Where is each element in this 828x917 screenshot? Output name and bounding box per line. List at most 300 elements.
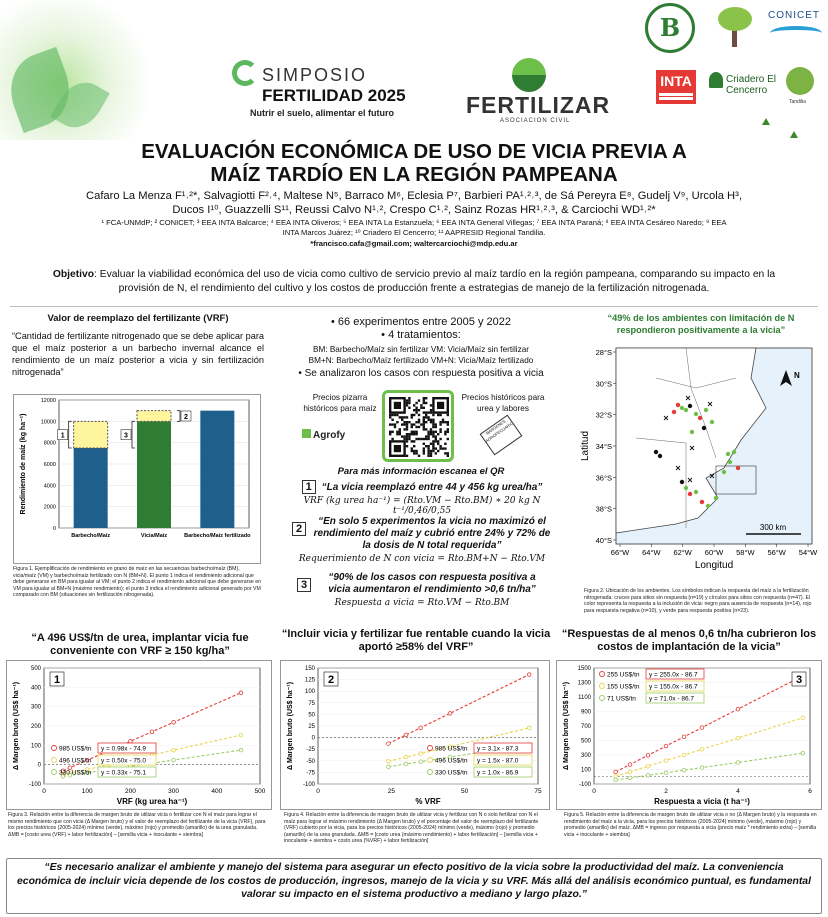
data-point — [736, 707, 740, 711]
x-tick-label: 500 — [254, 788, 266, 795]
y-tick-label: 500 — [30, 666, 41, 672]
yield-bar-chart — [13, 394, 261, 564]
data-point — [239, 691, 243, 695]
qr-module — [411, 450, 413, 452]
qr-module — [435, 452, 437, 454]
qr-module — [447, 452, 449, 454]
prices-maize: Precios pizarra históricos para maíz — [303, 393, 377, 413]
data-point — [646, 764, 650, 768]
x-tick-label: 0 — [316, 788, 320, 795]
tandilia-logo-icon — [786, 67, 814, 95]
qr-module — [425, 411, 427, 413]
data-point — [172, 721, 176, 725]
data-point — [419, 760, 423, 764]
qr-module — [439, 423, 441, 425]
qr-module — [430, 433, 432, 435]
qr-module — [439, 438, 441, 440]
data-point — [527, 726, 531, 730]
qr-module — [413, 452, 415, 454]
qr-module — [403, 416, 405, 418]
qr-module — [430, 404, 432, 406]
fertilizar-name: FERTILIZAR — [466, 92, 611, 118]
qr-module — [396, 431, 398, 433]
qr-module — [408, 407, 410, 409]
qr-module — [408, 402, 410, 404]
finding1-formula: VRF (kg urea ha⁻¹) = (Rto.VM − Rto.BM) ∗ 20 kg N t⁻¹/0,46/0,55 — [303, 496, 541, 516]
simposio-swoosh-icon — [232, 60, 258, 86]
site-marker — [688, 492, 692, 496]
finding1-text: “La vicia reemplazó entre 44 y 456 kg urea/ha” — [321, 481, 543, 493]
data-point — [239, 748, 243, 752]
qr-module — [427, 452, 429, 454]
qr-module — [442, 447, 444, 449]
data-point — [664, 744, 668, 748]
x-tick-label: 100 — [81, 788, 93, 795]
legend-label: 985 US$/tn — [59, 745, 92, 753]
qr-module — [437, 414, 439, 416]
y-tick-label: 12000 — [40, 398, 56, 404]
equation-label: y = 71.0x - 86.7 — [649, 695, 694, 703]
data-point — [404, 733, 408, 737]
header — [0, 0, 828, 140]
y-tick-label: 6000 — [43, 462, 56, 468]
legend-label: 985 US$/tn — [435, 745, 468, 753]
qr-module — [437, 433, 439, 435]
y-tick-label: -100 — [578, 782, 591, 788]
x-axis-label: % VRF — [415, 797, 441, 806]
site-marker — [732, 450, 736, 454]
x-tick-label: Barbecho/Maíz — [71, 533, 111, 539]
qr-module — [444, 452, 446, 454]
qr-module — [439, 445, 441, 447]
y-tick-label: 8000 — [43, 440, 56, 447]
qr-module — [435, 435, 437, 437]
y-axis-label: Rendimiento de maíz (kg ha⁻¹) — [20, 413, 27, 515]
qr-module — [411, 433, 413, 435]
qr-module — [420, 438, 422, 440]
qr-module — [432, 433, 434, 435]
qr-module — [408, 397, 410, 399]
qr-module — [435, 438, 437, 440]
qr-module — [430, 452, 432, 454]
title-block — [0, 140, 828, 264]
qr-finder — [437, 402, 444, 409]
y-tick-label: 1100 — [578, 695, 591, 701]
lat-tick-label: 38°S — [595, 504, 612, 514]
qr-module — [406, 445, 408, 447]
lat-tick-label: 36°S — [595, 473, 612, 483]
qr-module — [447, 421, 449, 423]
panel-number: 2 — [327, 674, 335, 686]
data-point — [172, 748, 176, 752]
qr-module — [447, 431, 449, 433]
x-tick-label: Barbecho/Maíz fertilizado — [184, 533, 251, 539]
legend-marker — [428, 758, 433, 763]
site-marker — [694, 412, 698, 416]
qr-module — [423, 419, 425, 421]
finding3-number: 3 — [297, 578, 311, 592]
agrofy-icon — [302, 429, 311, 438]
qr-module — [432, 450, 434, 452]
qr-module — [430, 419, 432, 421]
finding-2 — [274, 516, 570, 564]
x-tick-label: 4 — [736, 788, 740, 795]
margin-chart-2 — [280, 660, 550, 810]
qr-module — [406, 402, 408, 404]
x-tick-label: 300 — [168, 788, 180, 795]
qr-finder — [394, 445, 401, 452]
qr-text: Para más información escanea el QR — [337, 466, 505, 477]
qr-module — [432, 440, 434, 442]
qr-module — [406, 421, 408, 423]
equation-label: y = 1.5x - 87.0 — [477, 757, 519, 765]
qr-module — [413, 433, 415, 435]
qr-module — [435, 447, 437, 449]
qr-module — [427, 435, 429, 437]
site-marker — [688, 404, 692, 408]
site-marker — [654, 450, 658, 454]
y-tick-label: 4000 — [43, 483, 56, 490]
qr-module — [418, 414, 420, 416]
qr-module — [406, 435, 408, 437]
qr-module — [425, 416, 427, 418]
site-marker — [728, 460, 732, 464]
qr-module — [408, 421, 410, 423]
y-tick-label: 300 — [30, 704, 41, 711]
prices-urea: Precios históricos para urea y labores — [461, 393, 545, 413]
qr-module — [411, 423, 413, 425]
data-point — [664, 759, 668, 763]
qr-module — [406, 404, 408, 406]
site-marker — [690, 430, 694, 434]
legend-marker — [428, 770, 433, 775]
qr-module — [391, 431, 393, 433]
data-point — [682, 753, 686, 757]
qr-module — [425, 402, 427, 404]
triangle-icon — [790, 131, 798, 138]
legend-label: 155 US$/tn — [607, 683, 640, 691]
qr-module — [439, 447, 441, 449]
qr-module — [430, 409, 432, 411]
margin-chart-1 — [6, 660, 272, 810]
qr-module — [427, 419, 429, 421]
north-label: N — [794, 371, 800, 380]
qr-module — [408, 435, 410, 437]
x-tick-label: 50 — [461, 788, 469, 795]
conicet-wave-icon — [770, 26, 822, 40]
qr-module — [435, 431, 437, 433]
y-tick-label: 0 — [311, 735, 315, 742]
qr-module — [411, 426, 413, 428]
qr-module — [432, 414, 434, 416]
affiliations-line2: INTA Marcos Juárez; ¹⁰ Criadero El Cencerro; ¹¹ AAPRESID Regional Tandilia. — [282, 228, 546, 237]
site-marker — [700, 500, 704, 504]
qr-module — [435, 423, 437, 425]
qr-module — [420, 407, 422, 409]
qr-module — [411, 440, 413, 442]
data-point — [736, 761, 740, 765]
qr-code[interactable] — [382, 390, 454, 462]
y-tick-label: 300 — [580, 753, 591, 759]
right-panel — [580, 312, 822, 632]
site-marker — [714, 496, 718, 500]
legend-label: 71 US$/tn — [607, 695, 636, 703]
qr-module — [418, 438, 420, 440]
legend-label: 330 US$/tn — [59, 769, 92, 777]
qr-module — [447, 455, 449, 457]
data-point — [646, 754, 650, 758]
qr-module — [427, 433, 429, 435]
qr-module — [415, 409, 417, 411]
map-ylabel: Latitud — [580, 430, 591, 462]
qr-module — [399, 428, 401, 430]
qr-module — [418, 426, 420, 428]
qr-module — [435, 426, 437, 428]
qr-module — [401, 435, 403, 437]
qr-module — [432, 443, 434, 445]
data-point — [129, 739, 133, 743]
qr-module — [432, 445, 434, 447]
qr-module — [394, 414, 396, 416]
bullet-positive: • Se analizaron los casos con respuesta positiva a vicia — [298, 368, 544, 379]
divider — [10, 306, 818, 307]
margenes-logo — [480, 415, 523, 456]
balcarce-logo — [645, 3, 695, 53]
data-point — [239, 733, 243, 737]
conclusion: “Es necesario analizar el ambiente y manejo del sistema para asegurar un efecto positivo de la vicia sobre la productividad del maíz. La conveniencia económica de incluir vicia depende de los costos de producción, ingresos, manejo de la vicia y su VRF. Más allá del análisis económico puntual, es fundamental valorar su impacto en el sistema productivo a mediano y largo plazo.” — [17, 862, 811, 900]
qr-module — [394, 426, 396, 428]
objective-text: : Evaluar la viabilidad económica del uso de vicia como cultivo de servicio previo al maíz tardío en la región pampeana, comparando su impacto en la provisión de N, el rendimiento del cultivo y los costos de producción frente a estrategias de manejo de la fertilización nitrogenada. — [94, 269, 776, 294]
qr-module — [423, 452, 425, 454]
chart1-title: “A 496 US$/tn de urea, implantar vicia fue conveniente con VRF ≥ 150 kg/ha” — [31, 632, 249, 657]
qr-module — [427, 416, 429, 418]
qr-module — [418, 455, 420, 457]
x-tick-label: Vicia/Maíz — [140, 533, 168, 539]
y-tick-label: 200 — [30, 724, 41, 730]
qr-module — [423, 421, 425, 423]
data-point — [172, 758, 176, 762]
qr-module — [406, 438, 408, 440]
qr-module — [389, 431, 391, 433]
data-point — [628, 776, 632, 780]
chart2-title: “Incluir vicia y fertilizar fue rentable cuando la vicia aportó ≥58% del VRF” — [281, 628, 551, 653]
x-tick-label: 400 — [211, 788, 223, 795]
lon-tick-label: 54°W — [798, 548, 818, 557]
data-point — [700, 766, 704, 770]
inta-logo — [656, 70, 696, 104]
figure3-caption: Figura 3. Relación entre la diferencia de margen bruto de utilizar vicia o fertilizar con N el maíz para lograr el mismo rendimiento que con vicia (Δ Margen bruto) y el valor de reemplazo del fertilizante de la vicia (VRF), para los precios históricos (2005-2024) mínimo (verde), máximo (rojo) y promedio (amarillo) de la urea granulada. ΔMB = [costo urea (VRF) + labor fertilización] – [semilla vicia + inoculante + siembra] — [8, 812, 266, 838]
qr-module — [403, 423, 405, 425]
y-tick-label: 1500 — [577, 666, 591, 672]
left-panel — [8, 310, 268, 630]
qr-module — [442, 421, 444, 423]
y-tick-label: 10000 — [40, 419, 56, 426]
margenes-text: MÁRGENES AGROPECUARIOS — [484, 418, 517, 444]
symposium-name: FERTILIDAD 2025 — [262, 86, 406, 105]
figure4-caption: Figura 4. Relación entre la diferencia de margen bruto de utilizar vicia y fertilizar con N o solo fertilizar con N el maíz para lograr el máximo rendimiento (Δ Margen bruto) y el porcentaje del valor de reemplazo del fertilizante (VRF) cubierto por la vicia, para los precios históricos (2005-2024) mínimo (verde), máximo (rojo) y promedio (amarillo) de la urea granulada. ΔMB = [costo urea (máximo rendimiento) + labor fertilización] – [semilla vicia + inoculante + siembra + costo urea (%VRF) + labor fertilización] — [284, 812, 539, 844]
authors-line2: Ducos I¹⁰, Guazzelli S¹¹, Reussi Calvo N¹˒², Crespo C¹˒², Sainz Rozas HR¹˒²˒³, & Carciochi WD¹˒²* — [172, 204, 656, 216]
data-point — [387, 765, 391, 769]
qr-module — [427, 411, 429, 413]
treatments-line2: BM+N: Barbecho/Maíz fertilizado VM+N: Vicia/Maíz fertilizado — [308, 356, 534, 365]
annotation-label: 2 — [184, 414, 188, 421]
qr-module — [432, 421, 434, 423]
y-tick-label: 1300 — [577, 680, 591, 687]
panel-number: 1 — [53, 674, 61, 686]
x-tick-label: 0 — [42, 788, 46, 795]
qr-module — [399, 431, 401, 433]
qr-module — [425, 445, 427, 447]
qr-module — [425, 421, 427, 423]
qr-module — [430, 431, 432, 433]
data-point — [527, 673, 531, 677]
finding3-formula: Respuesta a vicia = Rto.VM − Rto.BM — [334, 598, 510, 608]
qr-module — [447, 414, 449, 416]
site-marker — [672, 410, 676, 414]
site-marker — [736, 466, 740, 470]
legend-marker — [52, 746, 57, 751]
margin-chart-3 — [556, 660, 822, 810]
qr-module — [444, 421, 446, 423]
qr-module — [423, 428, 425, 430]
qr-module — [391, 423, 393, 425]
qr-module — [389, 423, 391, 425]
panel-number: 3 — [795, 674, 803, 686]
qr-module — [408, 438, 410, 440]
site-marker — [704, 408, 708, 412]
lat-tick-label: 32°S — [595, 410, 612, 420]
qr-module — [389, 414, 391, 416]
qr-module — [432, 426, 434, 428]
qr-module — [435, 440, 437, 442]
qr-module — [447, 438, 449, 440]
qr-module — [413, 409, 415, 411]
qr-module — [430, 411, 432, 413]
qr-module — [423, 447, 425, 449]
qr-module — [408, 399, 410, 401]
qr-module — [444, 447, 446, 449]
site-marker — [698, 416, 702, 420]
qr-module — [437, 440, 439, 442]
legend-marker — [52, 758, 57, 763]
qr-module — [408, 433, 410, 435]
tandilia-name: Tandilia — [789, 99, 806, 105]
qr-module — [413, 404, 415, 406]
site-marker — [706, 504, 710, 508]
qr-module — [427, 445, 429, 447]
site-marker — [702, 426, 706, 430]
y-axis-label: Δ Margen bruto (US$ ha⁻¹) — [563, 681, 570, 771]
qr-module — [411, 414, 413, 416]
qr-module — [406, 423, 408, 425]
qr-module — [391, 438, 393, 440]
conicet-logo: CONICET — [768, 10, 820, 21]
qr-module — [423, 438, 425, 440]
qr-module — [427, 438, 429, 440]
x-tick-label: 2 — [664, 788, 668, 795]
qr-module — [418, 409, 420, 411]
qr-module — [418, 399, 420, 401]
qr-module — [432, 447, 434, 449]
legend-label: 330 US$/tn — [435, 769, 468, 777]
y-axis-label: Δ Margen bruto (US$ ha⁻¹) — [287, 681, 294, 771]
qr-module — [432, 423, 434, 425]
site-marker — [694, 490, 698, 494]
finding3-text: “90% de los casos con respuesta positiva a vicia aumentaron el rendimiento >0,6 tn/ha” — [328, 572, 536, 595]
data-point — [448, 712, 452, 716]
y-tick-label: 150 — [304, 666, 315, 672]
objective-label: Objetivo — [52, 269, 95, 280]
site-marker — [722, 470, 726, 474]
qr-module — [430, 421, 432, 423]
objective — [50, 268, 778, 296]
data-point — [646, 774, 650, 778]
qr-module — [406, 426, 408, 428]
qr-module — [444, 433, 446, 435]
qr-module — [415, 438, 417, 440]
legend-marker — [52, 770, 57, 775]
qr-module — [391, 419, 393, 421]
qr-module — [423, 407, 425, 409]
data-point — [404, 755, 408, 759]
legend-label: 496 US$/tn — [435, 757, 468, 765]
qr-module — [425, 397, 427, 399]
data-point — [736, 736, 740, 740]
qr-module — [418, 421, 420, 423]
x-tick-label: 6 — [808, 788, 812, 795]
data-point — [682, 768, 686, 772]
finding-3 — [274, 572, 570, 608]
qr-module — [415, 431, 417, 433]
x-tick-label: 200 — [124, 788, 136, 795]
qr-module — [415, 450, 417, 452]
balcarce-badge: B — [659, 13, 681, 42]
qr-module — [403, 435, 405, 437]
lon-tick-label: 60°W — [704, 548, 724, 557]
qr-module — [423, 416, 425, 418]
site-marker — [680, 406, 684, 410]
site-map — [580, 340, 822, 590]
qr-module — [406, 416, 408, 418]
qr-module — [423, 397, 425, 399]
email: *francisco.cafa@gmail.com; waltercarciochi@mdp.edu.ar — [310, 239, 518, 248]
scale-label: 300 km — [759, 523, 787, 532]
qr-module — [430, 443, 432, 445]
finding-1 — [274, 480, 570, 516]
qr-module — [423, 443, 425, 445]
qr-module — [411, 447, 413, 449]
qr-module — [403, 428, 405, 430]
qr-module — [406, 399, 408, 401]
qr-module — [423, 402, 425, 404]
qr-module — [425, 435, 427, 437]
y-tick-label: -25 — [306, 747, 315, 754]
data-point — [387, 759, 391, 763]
qr-module — [423, 399, 425, 401]
qr-module — [425, 428, 427, 430]
qr-module — [425, 438, 427, 440]
y-tick-label: 25 — [308, 724, 315, 730]
data-point — [700, 726, 704, 730]
bullet-positive-text: Se analizaron los casos con respuesta positiva a vicia — [304, 368, 544, 379]
agrofy-text: Agrofy — [313, 430, 346, 441]
qr-module — [401, 423, 403, 425]
lon-tick-label: 56°W — [767, 548, 786, 557]
qr-module — [430, 450, 432, 452]
qr-module — [415, 433, 417, 435]
figure5-caption: Figura 5. Relación entre la diferencia de margen bruto de utilizar vicia o no (Δ Margen bruto) y la respuesta en rendimiento del maíz a la vicia, para los precios históricos (2005-2024) mínimo (verde), máximo (rojo) y promedio (amarillo) del maíz. ΔMB = ingreso por respuesta a vicia (precio maíz * rendimiento extra) – [semilla vicia + inoculante + siembra] — [564, 812, 817, 838]
qr-module — [399, 416, 401, 418]
